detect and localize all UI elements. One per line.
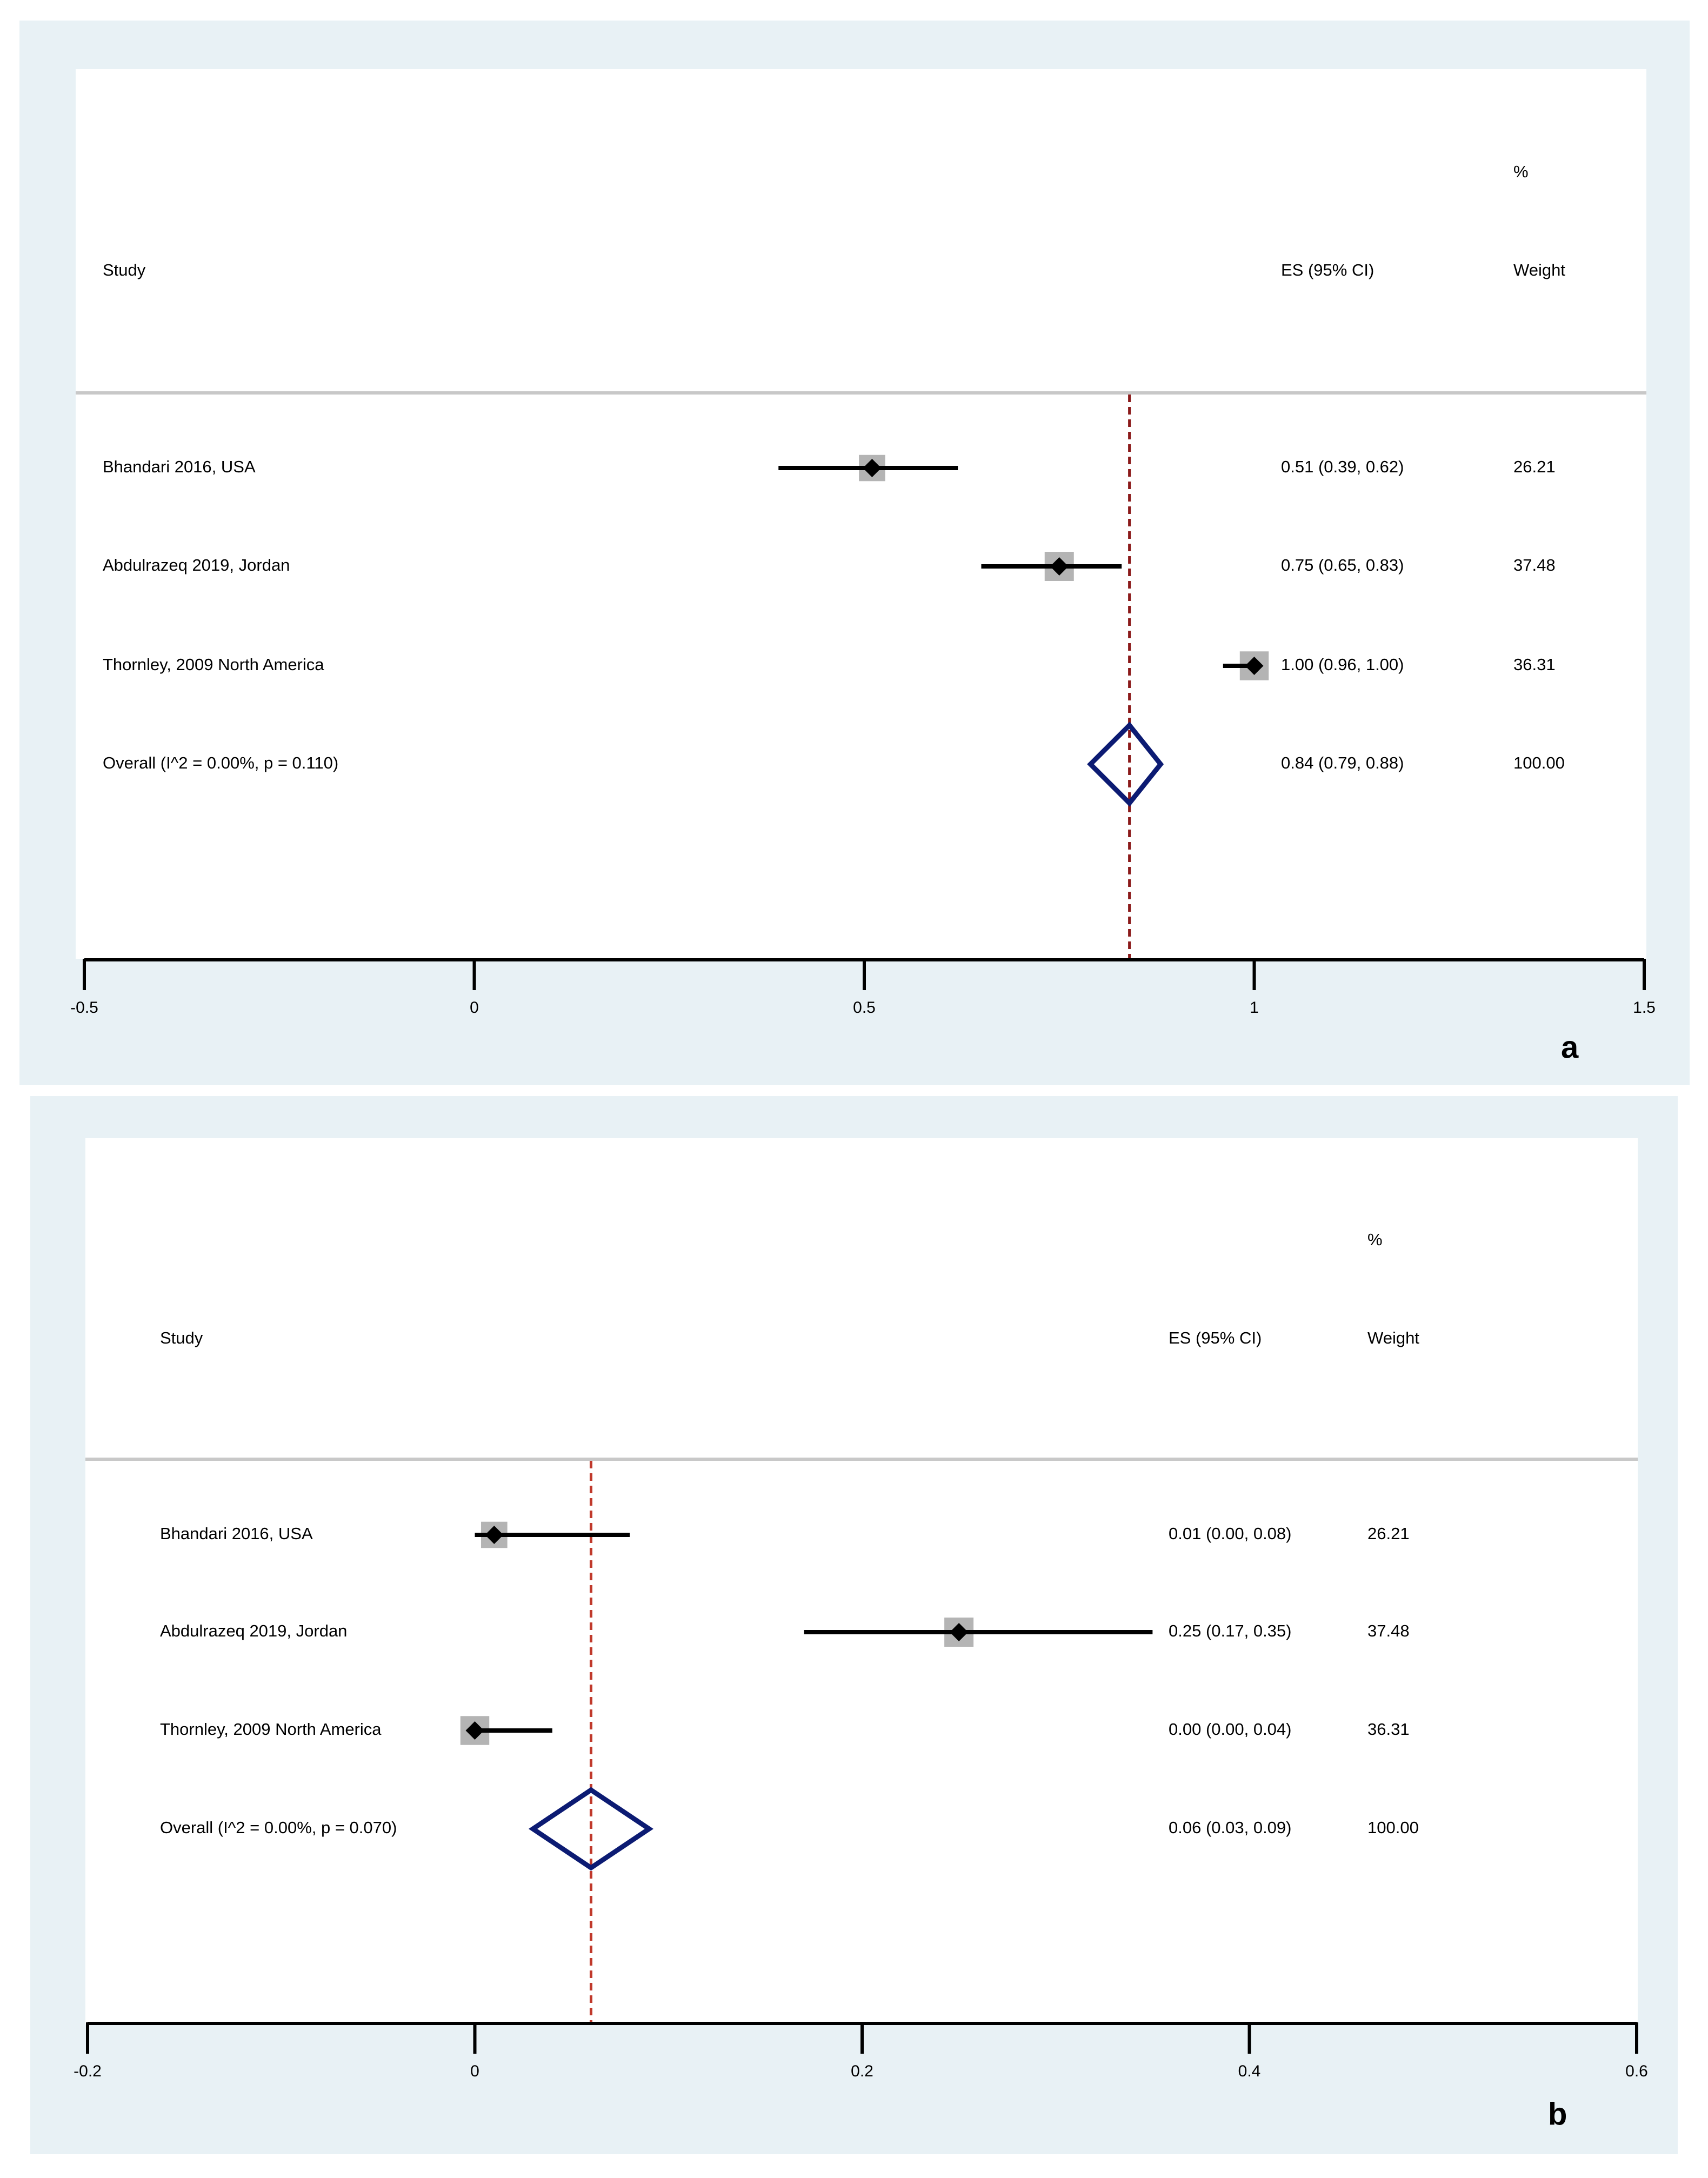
panel-a-overall-label: Overall (I^2 = 0.00%, p = 0.110) [103,753,339,773]
panel-a-letter: a [1561,1030,1579,1065]
panel-b-header-es: ES (95% CI) [1169,1328,1262,1348]
panel-a-x-tick-label-5: 1.5 [1633,998,1656,1017]
panel-a-header-weight-pct: % [1513,162,1529,182]
panel-b-x-tick-label-3: 0.2 [851,2062,873,2080]
panel-b-header-study: Study [160,1328,203,1348]
panel-b-weight-label-2: 37.48 [1367,1621,1410,1641]
panel-b-x-tick-label-2: 0 [470,2062,479,2080]
panel-a-overall-weight-label: 100.00 [1513,753,1565,773]
panel-b-es-label-3: 0.00 (0.00, 0.04) [1169,1720,1292,1739]
panel-a-study-label-2: Abdulrazeq 2019, Jordan [103,556,290,575]
panel-a-weight-label-2: 37.48 [1513,556,1556,575]
panel-b-overall-label: Overall (I^2 = 0.00%, p = 0.070) [160,1818,397,1838]
panel-a-overall-es-label: 0.84 (0.79, 0.88) [1281,753,1404,773]
panel-a-study-label-1: Bhandari 2016, USA [103,457,256,477]
panel-b-study-label-2: Abdulrazeq 2019, Jordan [160,1621,348,1641]
panel-b-plot-area [85,1138,1638,2025]
panel-a-es-label-1: 0.51 (0.39, 0.62) [1281,457,1404,477]
panel-b-x-tick-label-1: -0.2 [74,2062,102,2080]
panel-a-x-tick-label-3: 0.5 [853,998,876,1017]
panel-a-x-tick-label-4: 1 [1250,998,1259,1017]
panel-a-weight-label-1: 26.21 [1513,457,1556,477]
panel-b-weight-label-3: 36.31 [1367,1720,1410,1739]
panel-a-es-label-3: 1.00 (0.96, 1.00) [1281,655,1404,674]
panel-b-letter: b [1548,2096,1567,2132]
panel-a-header-weight: Weight [1513,260,1565,280]
panel-a-es-label-2: 0.75 (0.65, 0.83) [1281,556,1404,575]
panel-b-x-tick-label-4: 0.4 [1238,2062,1261,2080]
panel-b-weight-label-1: 26.21 [1367,1524,1410,1544]
panel-b-header-weight-pct: % [1367,1230,1383,1250]
panel-a-x-tick-label-1: -0.5 [70,998,98,1017]
panel-a-weight-label-3: 36.31 [1513,655,1556,674]
panel-b-es-label-2: 0.25 (0.17, 0.35) [1169,1621,1292,1641]
panel-b-study-label-3: Thornley, 2009 North America [160,1720,382,1739]
panel-a-header-es: ES (95% CI) [1281,260,1375,280]
panel-a-study-label-3: Thornley, 2009 North America [103,655,324,674]
panel-b-overall-es-label: 0.06 (0.03, 0.09) [1169,1818,1292,1838]
panel-b-study-label-1: Bhandari 2016, USA [160,1524,313,1544]
panel-b-es-label-1: 0.01 (0.00, 0.08) [1169,1524,1292,1544]
panel-a-header-study: Study [103,260,146,280]
panel-a-x-tick-label-2: 0 [470,998,479,1017]
panel-b-overall-weight-label: 100.00 [1367,1818,1419,1838]
panel-b-header-weight: Weight [1367,1328,1419,1348]
panel-b-x-tick-label-5: 0.6 [1625,2062,1648,2080]
